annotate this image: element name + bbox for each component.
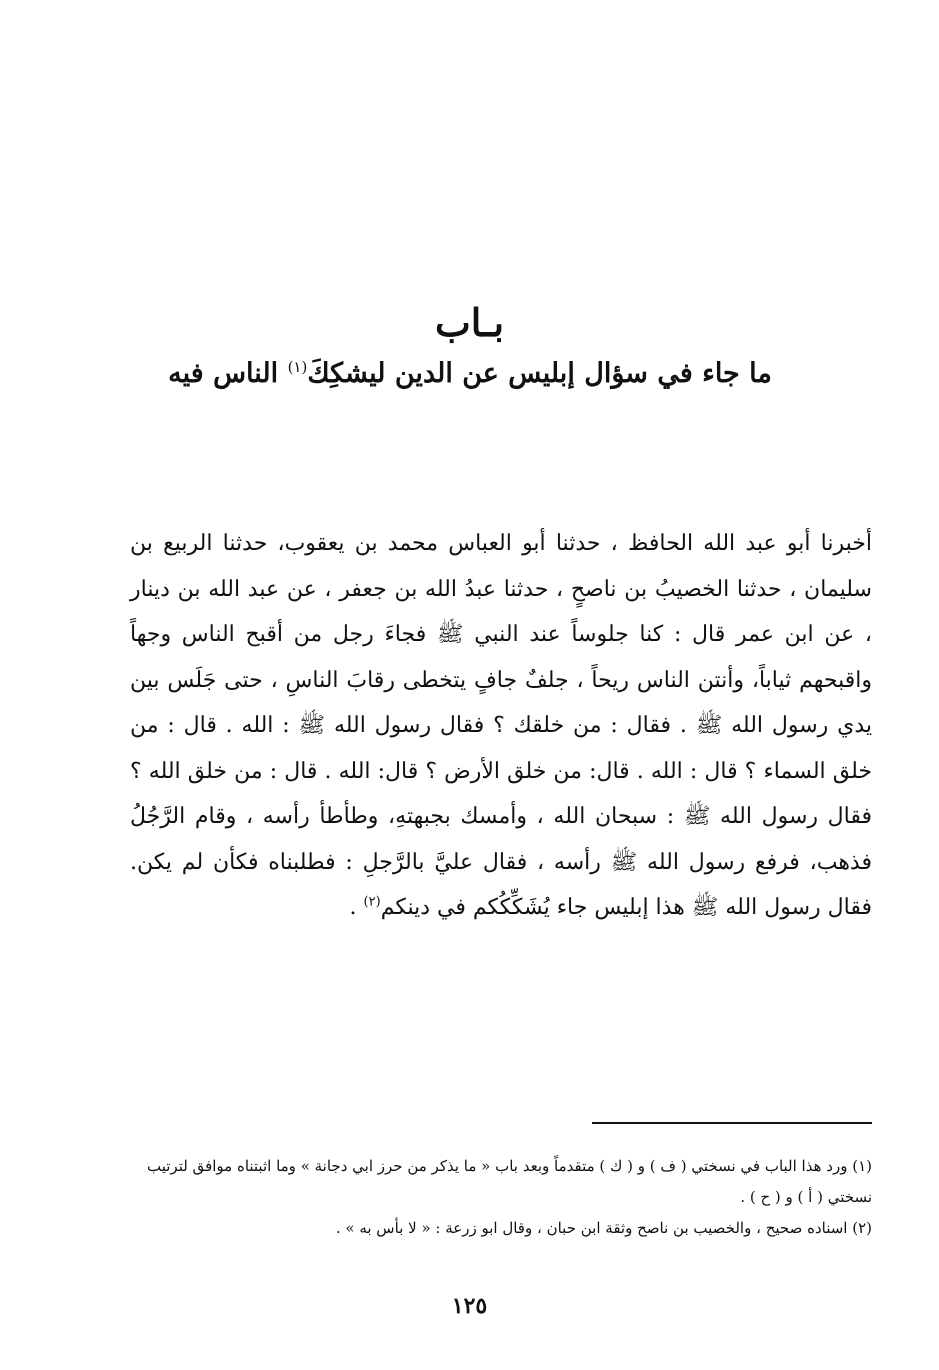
- footnote-divider: [592, 1122, 872, 1124]
- chapter-title-tail: الناس فيه: [168, 358, 288, 389]
- hadith-end-punctuation: .: [349, 895, 357, 920]
- footnote-reference-1[interactable]: (١): [287, 358, 308, 376]
- footnote-2: (٢) اسناده صحيح ، والخصيب بن ناصح وثقة ابن حبان ، وقال ابو زرعة : « لا بأس به » .: [335, 1219, 872, 1237]
- footnote-reference-2[interactable]: (٢): [363, 894, 381, 910]
- hadith-paragraph: أخبرنا أبو عبد الله الحافظ ، حدثنا أبو العباس محمد بن يعقوب، حدثنا الربيع بن سليمان ، حدثنا الخصيبُ بن ناصحٍ ، حدثنا عبدُ الله بن جعفر ، عن عبد الله بن دينار ، عن ابن عمر قال : كنا جلوساً عند النبي ﷺ فجاءَ رجل من أقبح الناس وجهاً واقبحهم ثياباً، وأنتن الناس ريحاً ، جلفٌ جافٍ يتخطى رقابَ الناسِ ، حتى جَلَس بين يدي رسول الله ﷺ . فقال : من خلقك ؟ فقال رسول الله ﷺ : الله . قال : من خلق السماء ؟ قال : الله . قال: من خلق الأرض ؟ قال: الله . قال : من خلق الله ؟ فقال رسول الله ﷺ : سبحان الله ، وأمسك بجبهتهِ، وطأطأ رأسه ، وقام الرَّجُلُ فذهب، فرفع رسول الله ﷺ رأسه ، فقال عليَّ بالرَّجلِ : فطلبناه فكأن لم يكن. فقال رسول الله ﷺ هذا إبليس جاء يُشَكِّكُكم في دينكم: [130, 531, 872, 920]
- hadith-text: [130, 521, 872, 931]
- chapter-label: بـاب: [434, 300, 505, 345]
- chapter-title-main: ما جاء في سؤال إبليس عن الدين ليشكِكَ: [307, 358, 772, 389]
- footnote-1: (١) ورد هذا الباب في نسختي ( ف ) و ( ك ) متقدماً وبعد باب « ما يذكر من حرز ابي دجانة » وما اثبتناه موافق لترتيب نسختي ( أ ) و ( ح ) .: [146, 1157, 872, 1206]
- footnotes: [132, 1151, 872, 1244]
- chapter-title: [100, 358, 840, 389]
- page-number: ١٢٥: [451, 1293, 488, 1319]
